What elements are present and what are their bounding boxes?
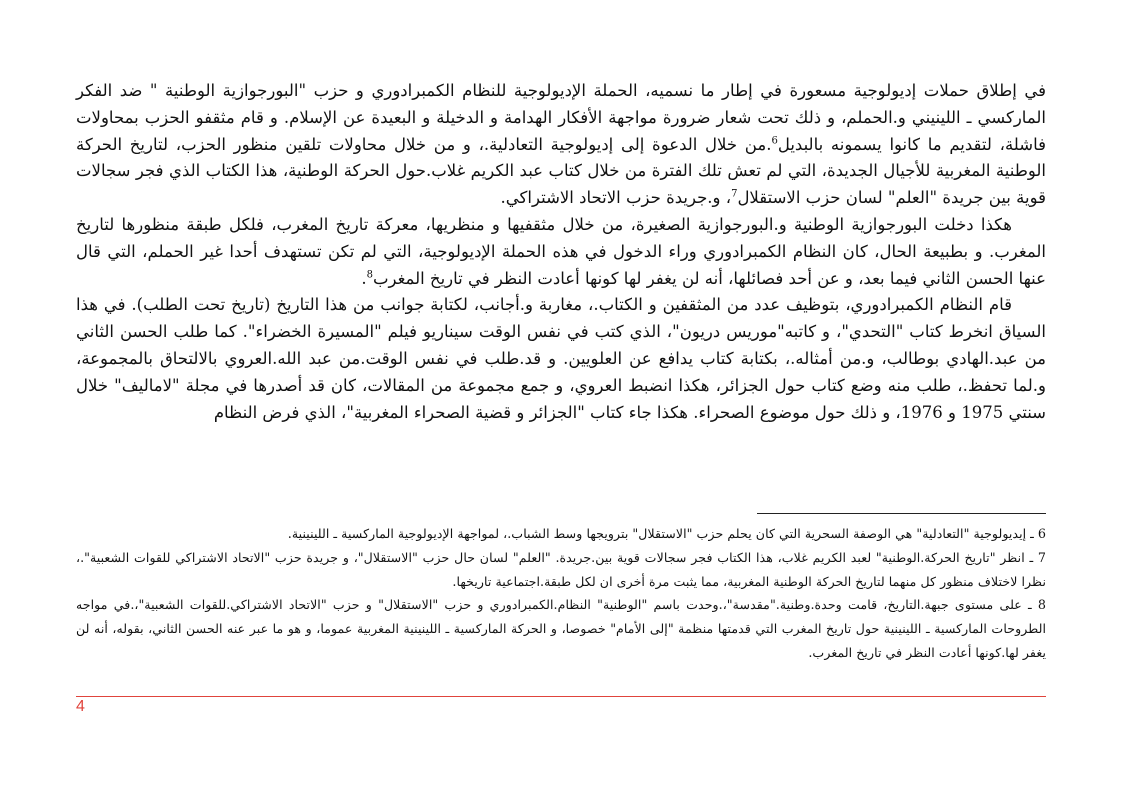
paragraph-1: في إطلاق حملات إديولوجية مسعورة في إطار ما نسميه، الحملة الإديولوجية للنظام الكمبرادوري و حزب "البورجوازية الوطنية " ضد الفكر الماركسي ـ اللينيني و.الحملم، و ذلك تحت شعار ضرورة مواجهة الأفكار الهدامة و الدخيلة و البعيدة عن الإسلام. و قام مثقفو الحزب بمحاولات فاشلة، لتقديم ما كانوا يسمونه بالبديل$^6$.من خلال الدعوة إلى إديولوجية التعادلية.، و من خلال محاولات تلقين منظور الحزب، لتاريخ الحركة الوطنية المغربية للأجيال الجديدة، التي لم تعش تلك الفترة من خلال كتاب عبد الكريم غلاب.حول الحركة الوطنية، هذا الكتاب الذي فجر سجالات قوية بين جريدة "العلم" لسان حزب الاستقلال$^7$، و.جريدة حزب الاتحاد الاشتراكي. xyxy=(76,81,1046,208)
footnote-ref-6[interactable]: 6 xyxy=(771,135,778,147)
footnote-8: 8 ـ على مستوى جبهة.التاريخ، قامت وحدة.وطنية."مقدسة"،.وحدت باسم "الوطنية" النظام.الكمبرادوري و حزب "الاستقلال" و حزب "الاتحاد الاشتراكي.للقوات الشعبية"،.في مواجه الطروحات الماركسية ـ اللينينية حول تاريخ المغرب التي قدمتها منظمة "إلى الأمام" خصوصا، و الحركة الماركسية ـ اللينينية المغربية عموما، و هو ما عبر عنه الحسن الثاني، بقوله، أنه لن يغفر لها.كونها أعادت النظر في تاريخ المغرب. xyxy=(76,597,1046,660)
footnote-7: 7 ـ انظر "تاريخ الحركة.الوطنية" لعبد الكريم غلاب، هذا الكتاب فجر سجالات قوية بين.جريدة. "العلم" لسان حال حزب "الاستقلال"، و جريدة حزب "الاتحاد الاشتراكي للقوات الشعبية".، نظرا لاختلاف منظور كل منهما لتاريخ الحركة الوطنية المغربية، مما يثبت مرة أخرى ان لكل طبقة.اجتماعية تاريخها. xyxy=(76,549,1046,589)
footnotes xyxy=(76,522,1046,665)
page-number: 4 xyxy=(76,698,85,715)
paragraph-2: هكذا دخلت البورجوازية الوطنية و.البورجوازية الصغيرة، من خلال مثقفيها و منظريها، معركة تاريخ المغرب، فلكل طبقة منظورها لتاريخ المغرب. و بطبيعة الحال، كان النظام الكمبرادوري وراء الدخول في هذه الحملة الإديولوجية، التي لم تكن تستهدف أحدا غير الحملم، التي قال عنها الحسن الثاني فيما بعد، و عن أحد فصائلها، أنه لن يغفر لها كونها أعادت النظر في تاريخ المغرب$^8$. xyxy=(76,214,1046,288)
footnote-ref-7[interactable]: 7 xyxy=(731,188,738,200)
footnote-ref-8[interactable]: 8 xyxy=(366,269,373,281)
paragraph-3: قام النظام الكمبرادوري، بتوظيف عدد من المثقفين و الكتاب.، مغاربة و.أجانب، لكتابة جوانب من هذا التاريخ (تاريخ تحت الطلب). في هذا السياق انخرط كتاب "التحدي"، و كاتبه"موريس دريون"، الذي كتب في نفس الوقت سيناريو فيلم "المسيرة الخضراء". كما طلب الحسن الثاني من عبد.الهادي بوطالب، و.من أمثاله.، بكتابة كتاب يدافع عن العلويين. و قد.طلب في نفس الوقت.من عبد الله.العروي بالالتحاق بالمجموعة، و.لما تحفظ.، طلب منه وضع كتاب حول الجزائر، هكذا انضبط العروي، و جمع مجموعة من المقالات، كان قد أصدرها في مجلة "لاماليف" خلال سنتي 1975 و 1976، و ذلك حول موضوع الصحراء. هكذا جاء كتاب "الجزائر و قضية الصحراء المغربية"، الذي فرض النظام xyxy=(76,295,1046,422)
body-text xyxy=(76,78,1046,426)
footer-rule xyxy=(76,696,1046,697)
footnote-separator xyxy=(757,513,1046,514)
footnote-6: 6 ـ إيديولوجية "التعادلية" هي الوصفة السحرية التي كان يحلم حزب "الاستقلال" بترويجها وسط الشباب.، لمواجهة الإديولوجية الماركسية ـ اللينينية. xyxy=(287,526,1046,541)
